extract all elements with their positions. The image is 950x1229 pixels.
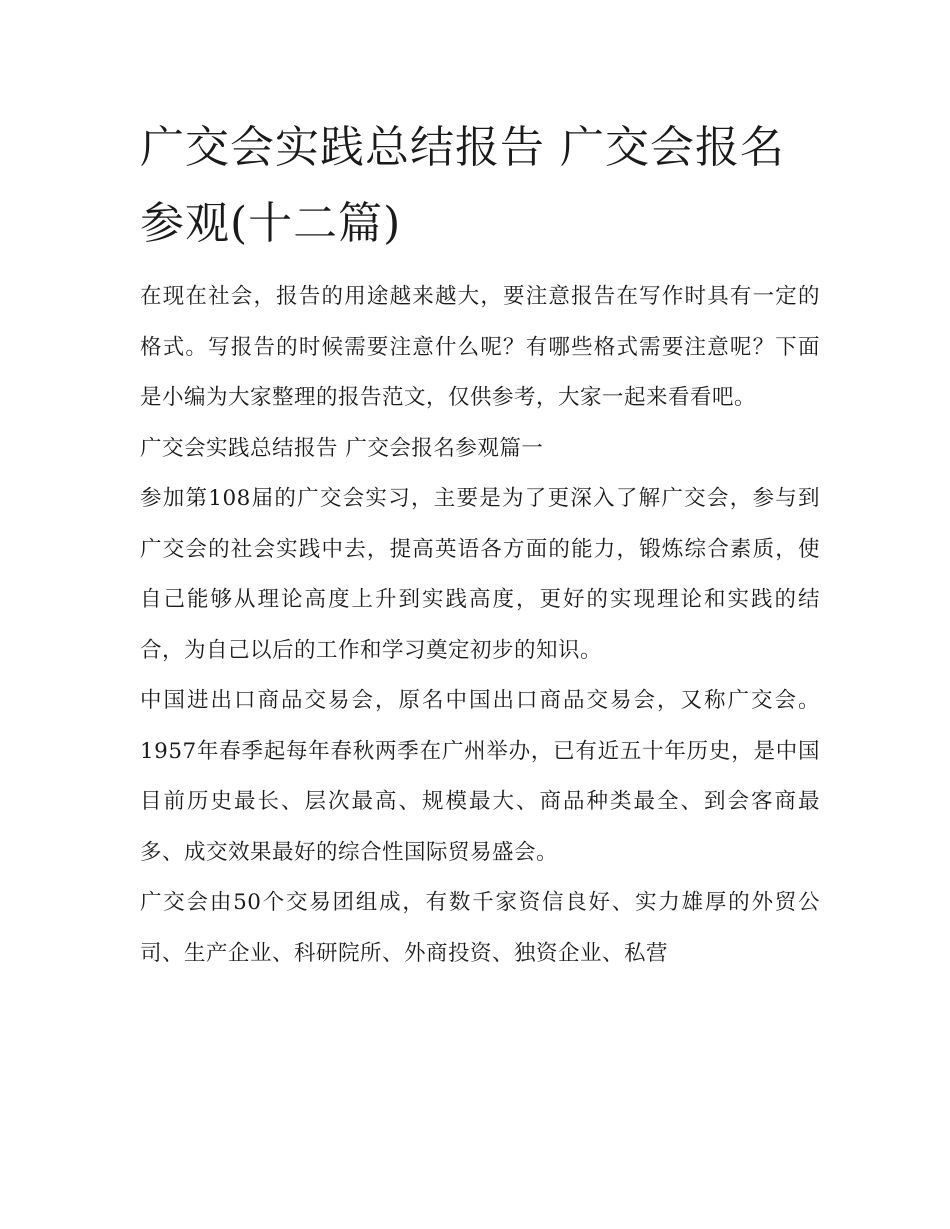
body-paragraph-1: 参加第108届的广交会实习，主要是为了更深入了解广交会，参与到广交会的社会实践中去，提高英语各方面的能力，锻炼综合素质，使自己能够从理论高度上升到实践高度，更好的实现理论和实践的结合，为自己以后的工作和学习奠定初步的知识。: [140, 486, 820, 663]
body-paragraph-3: 广交会由50个交易团组成，有数千家资信良好、实力雄厚的外贸公司、生产企业、科研院所、外商投资、独资企业、私营: [140, 890, 820, 966]
body-paragraph-2: 中国进出口商品交易会，原名中国出口商品交易会，又称广交会。1957年春季起每年春秋两季在广州举办，已有近五十年历史，是中国目前历史最长、层次最高、规模最大、商品种类最全、到会客商最多、成交效果最好的综合性国际贸易盛会。: [140, 688, 820, 865]
section-heading: 广交会实践总结报告 广交会报名参观篇一: [140, 435, 544, 461]
intro-paragraph: 在现在社会，报告的用途越来越大，要注意报告在写作时具有一定的格式。写报告的时候需要注意什么呢？有哪些格式需要注意呢？下面是小编为大家整理的报告范文，仅供参考，大家一起来看看吧。: [140, 284, 820, 410]
document-title: 广交会实践总结报告 广交会报名参观(十二篇): [140, 122, 785, 249]
document-body: [140, 110, 820, 979]
